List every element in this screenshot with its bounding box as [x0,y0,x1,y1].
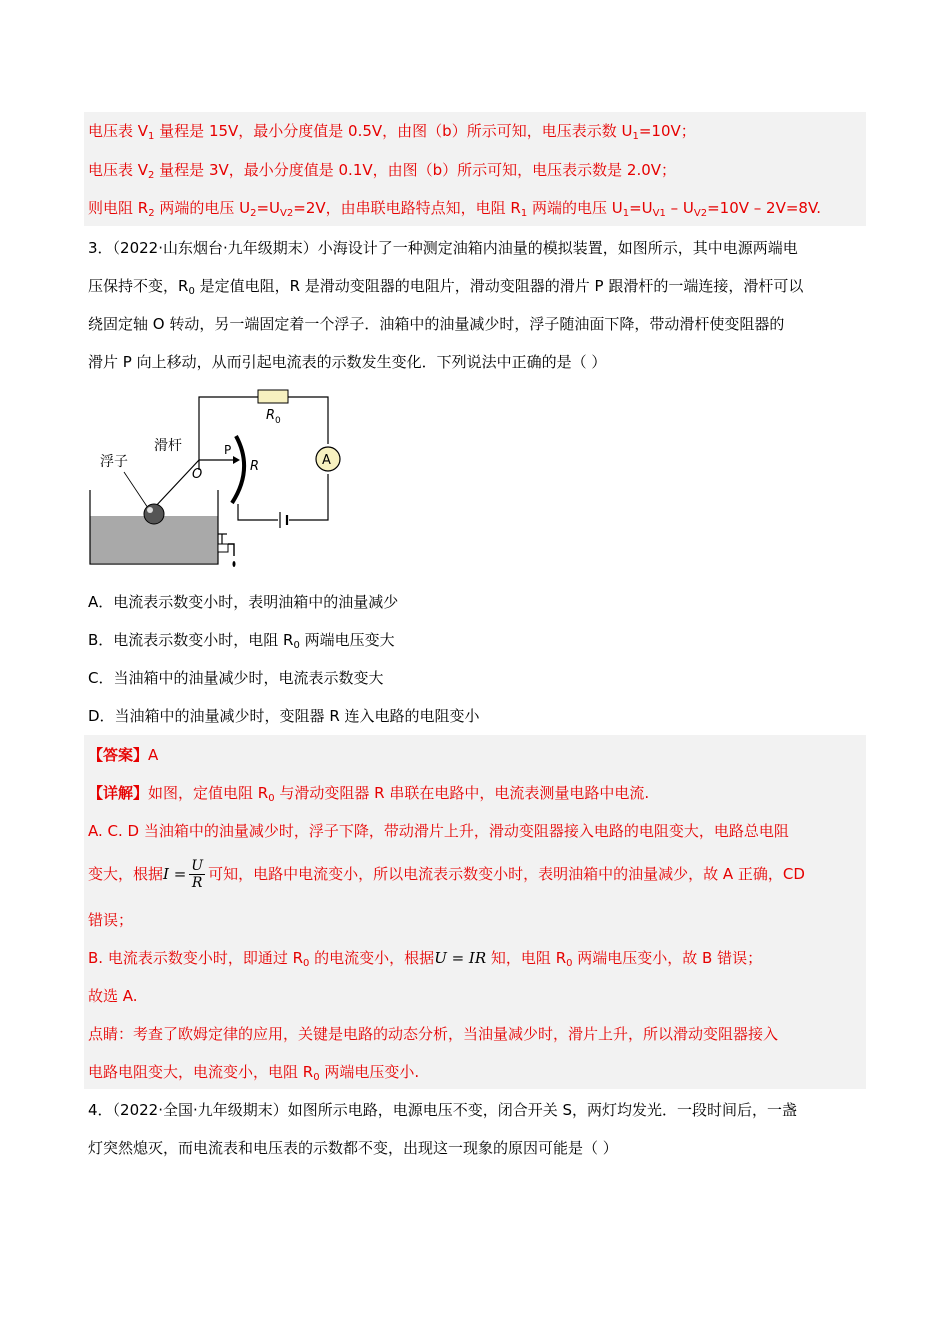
q3-detail-line-1: 【详解】如图，定值电阻 $R_0$ 与滑动变阻器 R 串联在电路中，电流表测量电路中电流. [88,784,650,804]
answer-label: 【答案】 [88,746,149,764]
q3-detail-line-2: A. C. D 当油箱中的油量减少时，浮子下降，带动滑片上升，滑动变阻器接入电路的电阻变大，电路总电阻 [88,822,789,840]
q3-line-4: 滑片 P 向上移动，从而引起电流表的示数发生变化．下列说法中正确的是（ ） [88,353,607,371]
float-label: 浮子 [100,454,128,470]
q3-line-1: 3．（2022·山东烟台·九年级期末）小海设计了一种测定油箱内油量的模拟装置，如图所示，其中电源两端电 [88,239,798,257]
circuit-wire-top [199,397,328,470]
q4-line-2: 灯突然熄灭，而电流表和电压表的示数都不变，出现这一现象的原因可能是（ ） [88,1139,618,1157]
r-label: R [250,459,260,474]
q3-option-a: A．电流表示数变小时，表明油箱中的油量减少 [88,593,399,611]
slider-arrowhead [233,456,240,464]
formula-u-over-r: $\frac{U}{R}$ [191,858,204,891]
float-ball [144,504,164,524]
q3-detail-line-3: 变大，根据I = $\frac{U}{R}$ 可知，电路中电流变小，所以电流表示数变小时，表明油箱中的油量减少，故 A 正确，CD [88,858,805,891]
q3-detail-line-4: 错误； [88,911,134,929]
r0-resistor [258,390,288,403]
q3-answer-line [88,745,158,765]
prev-answer-line-2: 电压表 $V_2$ 量程是 3V，最小分度值是 0.1V，由图（b）所示可知，电压表示数是 2.0V； [88,161,677,181]
lever-arm [154,460,199,508]
q3-detail-line-7: 点睛：考查了欧姆定律的应用，关键是电路的动态分析，当油量减少时，滑片上升，所以滑动变阻器接入 [88,1025,779,1043]
p-label: P [224,443,232,457]
o-label: O [192,467,203,482]
q4-line-1: 4．（2022·全国·九年级期末）如图所示电路，电源电压不变，闭合开关 S，两灯均发光．一段时间后，一盏 [88,1101,798,1119]
q3-line-2: 压保持不变，$R_0$ 是定值电阻，R 是滑动变阻器的电阻片，滑动变阻器的滑片 P 跟滑杆的一端连接，滑杆可以 [88,277,804,297]
q3-detail-line-8: 电路电阻变大，电流变小，电阻 $R_0$ 两端电压变小. [88,1063,420,1083]
prev-answer-line-3: 则电阻 $R_2$ 两端的电压 $U_2=U_{V2}=2V$，由串联电路特点知，电阻 $R_1$ 两端的电压 $U_1=U_{V1} - U_{V2}=10V - 2V=8V$. [88,199,822,219]
prev-answer-line-1: 电压表 $V_1$ 量程是 15V，最小分度值是 0.5V，由图（b）所示可知，电压表示数 $U_1=10V$； [88,122,696,142]
oil-drop [233,561,236,567]
circuit-wire-bottom [289,474,328,520]
tap-body [218,544,228,552]
rod-label: 滑杆 [154,438,182,454]
detail-label: 【详解】 [88,784,149,802]
variable-resistor-arc [232,436,244,503]
q3-detail-line-6: 故选 A. [88,987,138,1005]
float-leader-line [124,472,148,508]
q3-detail-line-5: B. 电流表示数变小时，即通过 $R_0$ 的电流变小，根据U = IR 知，电阻 $R_0$ 两端电压变小，故 B 错误； [88,949,763,969]
ammeter-label: A [322,453,331,468]
oil-gauge-circuit-diagram [88,384,358,574]
q3-option-c: C．当油箱中的油量减少时，电流表示数变大 [88,669,384,687]
answer-value: A [148,746,159,764]
formula-i-lhs: I = [163,865,187,883]
r0-label: $R_0$ [266,408,281,426]
q3-option-d: D．当油箱中的油量减少时，变阻器 R 连入电路的电阻变小 [88,707,480,725]
q3-option-b: B．电流表示数变小时，电阻 $R_0$ 两端电压变大 [88,631,395,651]
tap-spout [228,544,234,556]
formula-u-equals-ir: U = IR [434,949,487,967]
q3-line-3: 绕固定轴 O 转动，另一端固定着一个浮子．油箱中的油量减少时，浮子随油面下降，带动滑杆使变阻器的 [88,315,785,333]
float-ball-highlight [147,507,153,513]
circuit-wire-to-R [238,504,278,520]
